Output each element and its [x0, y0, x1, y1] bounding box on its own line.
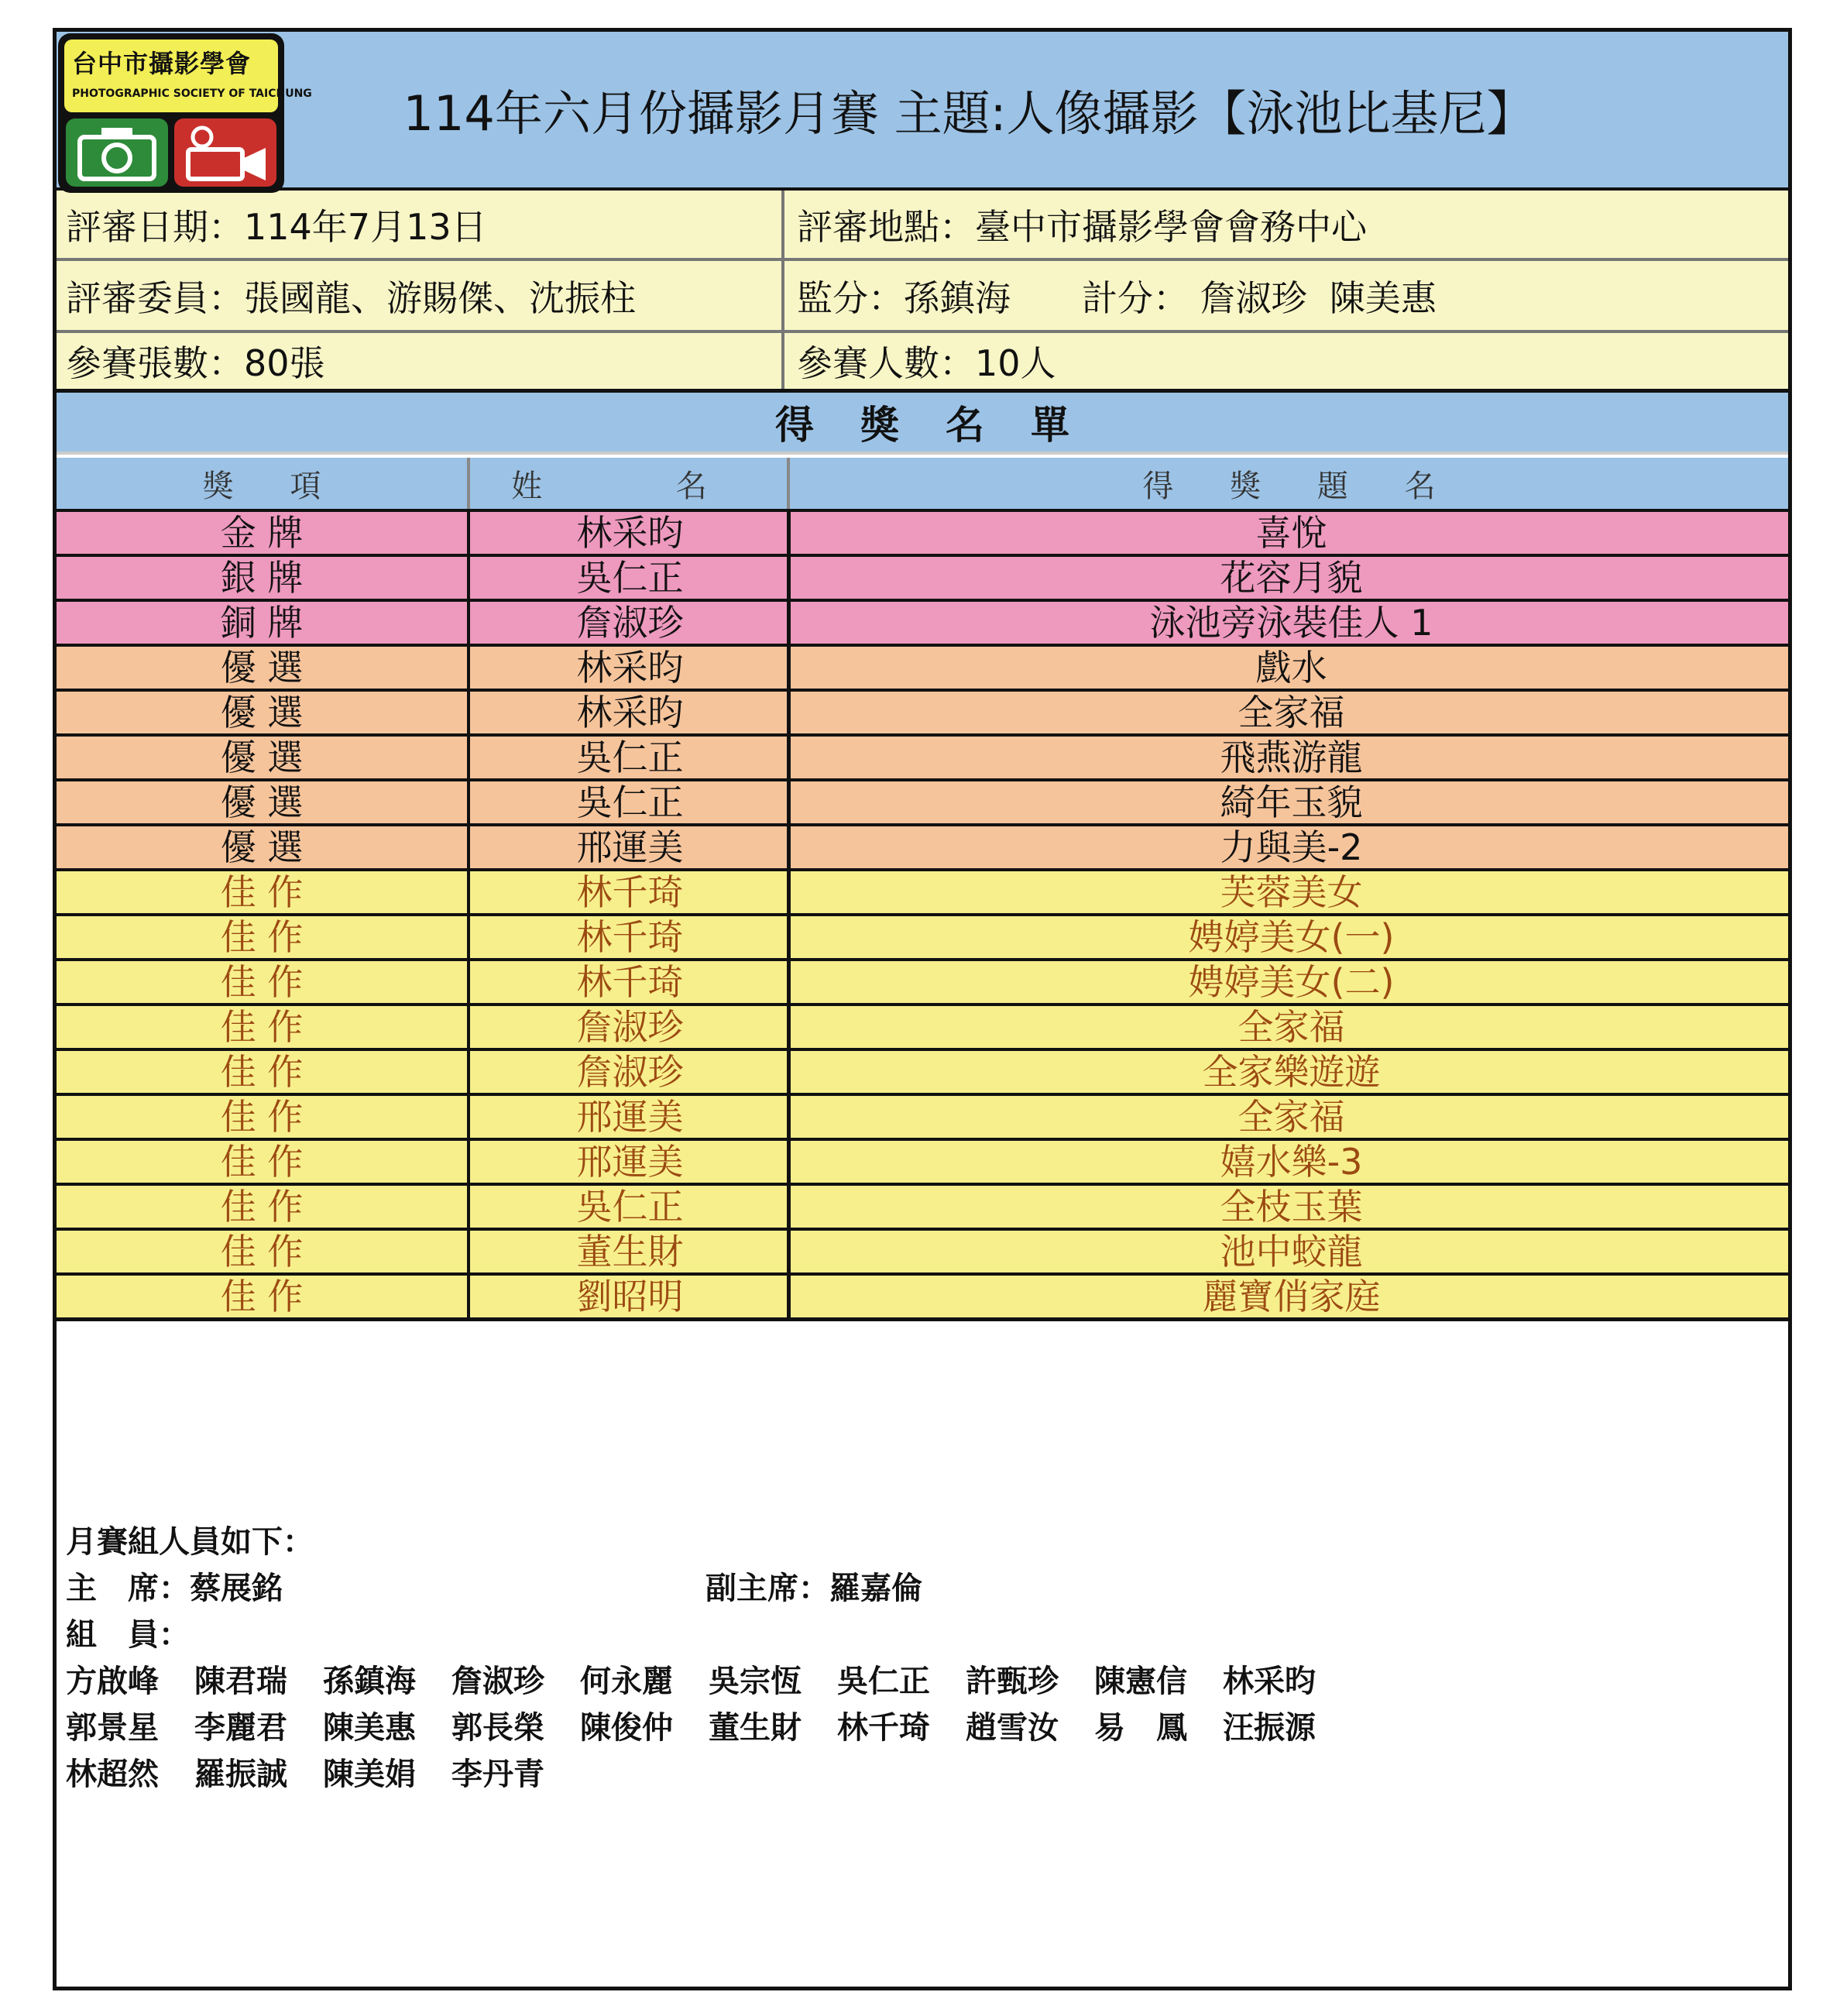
title-band [57, 32, 1788, 191]
column-title: 得 獎 題 名 [787, 458, 1788, 509]
award-row [57, 871, 1788, 916]
award-cell: 佳 作 [220, 1006, 304, 1048]
winner-name-cell: 林千琦 [467, 961, 790, 1003]
photo-count: 參賽張數：80張 [57, 333, 784, 389]
award-cell: 佳 作 [220, 871, 304, 913]
award-table-body [57, 512, 1788, 1321]
staff-member-name: 郭長榮 [451, 1709, 544, 1746]
winner-name-cell: 詹淑珍 [467, 1006, 790, 1048]
award-row [57, 557, 1788, 602]
award-row [57, 692, 1788, 737]
staff-member-name: 孫鎮海 [323, 1663, 416, 1699]
award-cell: 銀 牌 [220, 557, 304, 599]
winner-name-cell: 林采昀 [467, 512, 790, 554]
logo-org-name-en: PHOTOGRAPHIC SOCIETY OF TAICHUNG [72, 88, 312, 100]
photo-title-cell: 全枝玉葉 [787, 1186, 1792, 1228]
staff-member-name: 方啟峰 [66, 1663, 159, 1699]
staff-member-name: 董生財 [709, 1709, 802, 1746]
photo-title-cell: 飛燕游龍 [787, 737, 1792, 778]
photo-title-cell: 花容月貌 [787, 557, 1792, 599]
winner-name-cell: 劉昭明 [467, 1276, 790, 1317]
award-cell: 佳 作 [220, 1231, 304, 1272]
photo-title-cell: 全家福 [787, 1096, 1792, 1138]
award-list-heading: 得獎名單 [57, 393, 1788, 455]
judging-date: 評審日期：114年7月13日 [57, 191, 784, 258]
staff-member-name: 汪振源 [1223, 1709, 1316, 1746]
page-title: 114年六月份攝影月賽 主題:人像攝影【泳池比基尼】 [403, 85, 1535, 142]
photo-title-cell: 娉婷美女(一) [787, 916, 1792, 958]
camera-icon [66, 118, 168, 187]
staff-member-name: 陳俊仲 [580, 1709, 673, 1746]
winner-name-cell: 吳仁正 [467, 781, 790, 823]
award-cell: 優 選 [220, 737, 304, 778]
winner-name-cell: 林采昀 [467, 692, 790, 733]
staff-member-name: 詹淑珍 [451, 1663, 544, 1699]
photo-title-cell: 娉婷美女(二) [787, 961, 1792, 1003]
photo-title-cell: 全家福 [787, 1006, 1792, 1048]
staff-member-name: 林采昀 [1223, 1663, 1316, 1699]
photo-title-cell: 嬉水樂-3 [787, 1141, 1792, 1183]
staff-member-name: 何永麗 [580, 1663, 673, 1699]
winner-name-cell: 詹淑珍 [467, 1051, 790, 1093]
staff-member-name: 郭景星 [66, 1709, 159, 1746]
award-cell: 優 選 [220, 647, 304, 689]
award-row [57, 1051, 1788, 1096]
staff-member-name: 易 鳳 [1094, 1709, 1187, 1746]
judges: 評審委員：張國龍、游賜傑、沈振柱 [57, 261, 784, 330]
award-row [57, 1096, 1788, 1141]
award-cell: 優 選 [220, 781, 304, 823]
staff-vice-chair: 副主席：羅嘉倫 [705, 1570, 922, 1606]
winner-name-cell: 邢運美 [467, 1096, 790, 1138]
winner-name-cell: 林千琦 [467, 871, 790, 913]
award-row [57, 737, 1788, 781]
award-cell: 佳 作 [220, 1276, 304, 1317]
award-cell: 佳 作 [220, 961, 304, 1003]
staff-member-name: 陳憲信 [1094, 1663, 1187, 1699]
staff-member-name: 羅振誠 [194, 1756, 287, 1792]
award-row [57, 961, 1788, 1006]
photo-title-cell: 芙蓉美女 [787, 871, 1792, 913]
staff-members-label: 組 員： [66, 1616, 190, 1653]
photo-title-cell: 戲水 [787, 647, 1792, 689]
award-cell: 佳 作 [220, 1096, 304, 1138]
award-cell: 優 選 [220, 692, 304, 733]
staff-member-name: 陳君瑞 [194, 1663, 287, 1699]
photo-title-cell: 泳池旁泳裝佳人 1 [787, 602, 1792, 644]
photo-title-cell: 麗寶俏家庭 [787, 1276, 1792, 1317]
staff-member-name: 林千琦 [837, 1709, 930, 1746]
column-name: 姓 名 [467, 458, 787, 509]
award-row [57, 916, 1788, 961]
award-row [57, 1276, 1788, 1321]
award-table-header [57, 458, 1788, 512]
staff-member-name: 陳美惠 [323, 1709, 416, 1746]
winner-name-cell: 林千琦 [467, 916, 790, 958]
staff-heading: 月賽組人員如下： [66, 1523, 314, 1560]
staff-chair: 主 席：蔡展銘 [66, 1570, 283, 1606]
photo-title-cell: 喜悅 [787, 512, 1792, 554]
winner-name-cell: 吳仁正 [467, 1186, 790, 1228]
info-row-judges [57, 261, 1788, 333]
staff-member-name: 趙雪汝 [966, 1709, 1059, 1746]
winner-name-cell: 董生財 [467, 1231, 790, 1272]
award-cell: 佳 作 [220, 916, 304, 958]
winner-name-cell: 詹淑珍 [467, 602, 790, 644]
entrant-count: 參賽人數：10人 [797, 342, 1056, 384]
award-cell: 佳 作 [220, 1051, 304, 1093]
results-sheet [53, 28, 1792, 1990]
judging-location: 評審地點：臺中市攝影學會會務中心 [797, 205, 1367, 248]
photo-title-cell: 力與美-2 [787, 826, 1792, 868]
award-cell: 佳 作 [220, 1186, 304, 1228]
award-row [57, 512, 1788, 557]
photo-title-cell: 全家樂遊遊 [787, 1051, 1792, 1093]
staff-member-name: 吳宗恆 [709, 1663, 802, 1699]
column-award: 獎 項 [202, 468, 345, 504]
photo-title-cell: 池中蛟龍 [787, 1231, 1792, 1272]
award-row [57, 602, 1788, 647]
award-row [57, 1141, 1788, 1186]
info-row-date [57, 191, 1788, 261]
award-cell: 佳 作 [220, 1141, 304, 1183]
staff-member-name: 陳美娟 [323, 1756, 416, 1792]
video-camera-icon [174, 118, 276, 187]
staff-member-name: 吳仁正 [837, 1663, 930, 1699]
staff-member-name: 李丹青 [451, 1756, 544, 1792]
logo-org-name: 台中市攝影學會 [72, 49, 252, 78]
staff-member-name: 李麗君 [194, 1709, 287, 1746]
photo-title-cell: 綺年玉貌 [787, 781, 1792, 823]
award-row [57, 1231, 1788, 1276]
scoring-staff: 監分：孫鎮海 計分： 詹淑珍 陳美惠 [797, 276, 1437, 319]
award-row [57, 826, 1788, 871]
winner-name-cell: 吳仁正 [467, 557, 790, 599]
winner-name-cell: 吳仁正 [467, 737, 790, 778]
award-row [57, 1006, 1788, 1051]
winner-name-cell: 邢運美 [467, 1141, 790, 1183]
award-cell: 優 選 [220, 826, 304, 868]
award-cell: 銅 牌 [220, 602, 304, 644]
award-cell: 金 牌 [220, 512, 304, 554]
staff-member-name: 許甄珍 [966, 1663, 1059, 1699]
info-row-count [57, 333, 1788, 393]
award-row [57, 781, 1788, 826]
staff-member-name: 林超然 [66, 1756, 159, 1792]
photo-title-cell: 全家福 [787, 692, 1792, 733]
award-row [57, 1186, 1788, 1231]
winner-name-cell: 邢運美 [467, 826, 790, 868]
award-row [57, 647, 1788, 692]
winner-name-cell: 林采昀 [467, 647, 790, 689]
society-logo [58, 33, 312, 193]
